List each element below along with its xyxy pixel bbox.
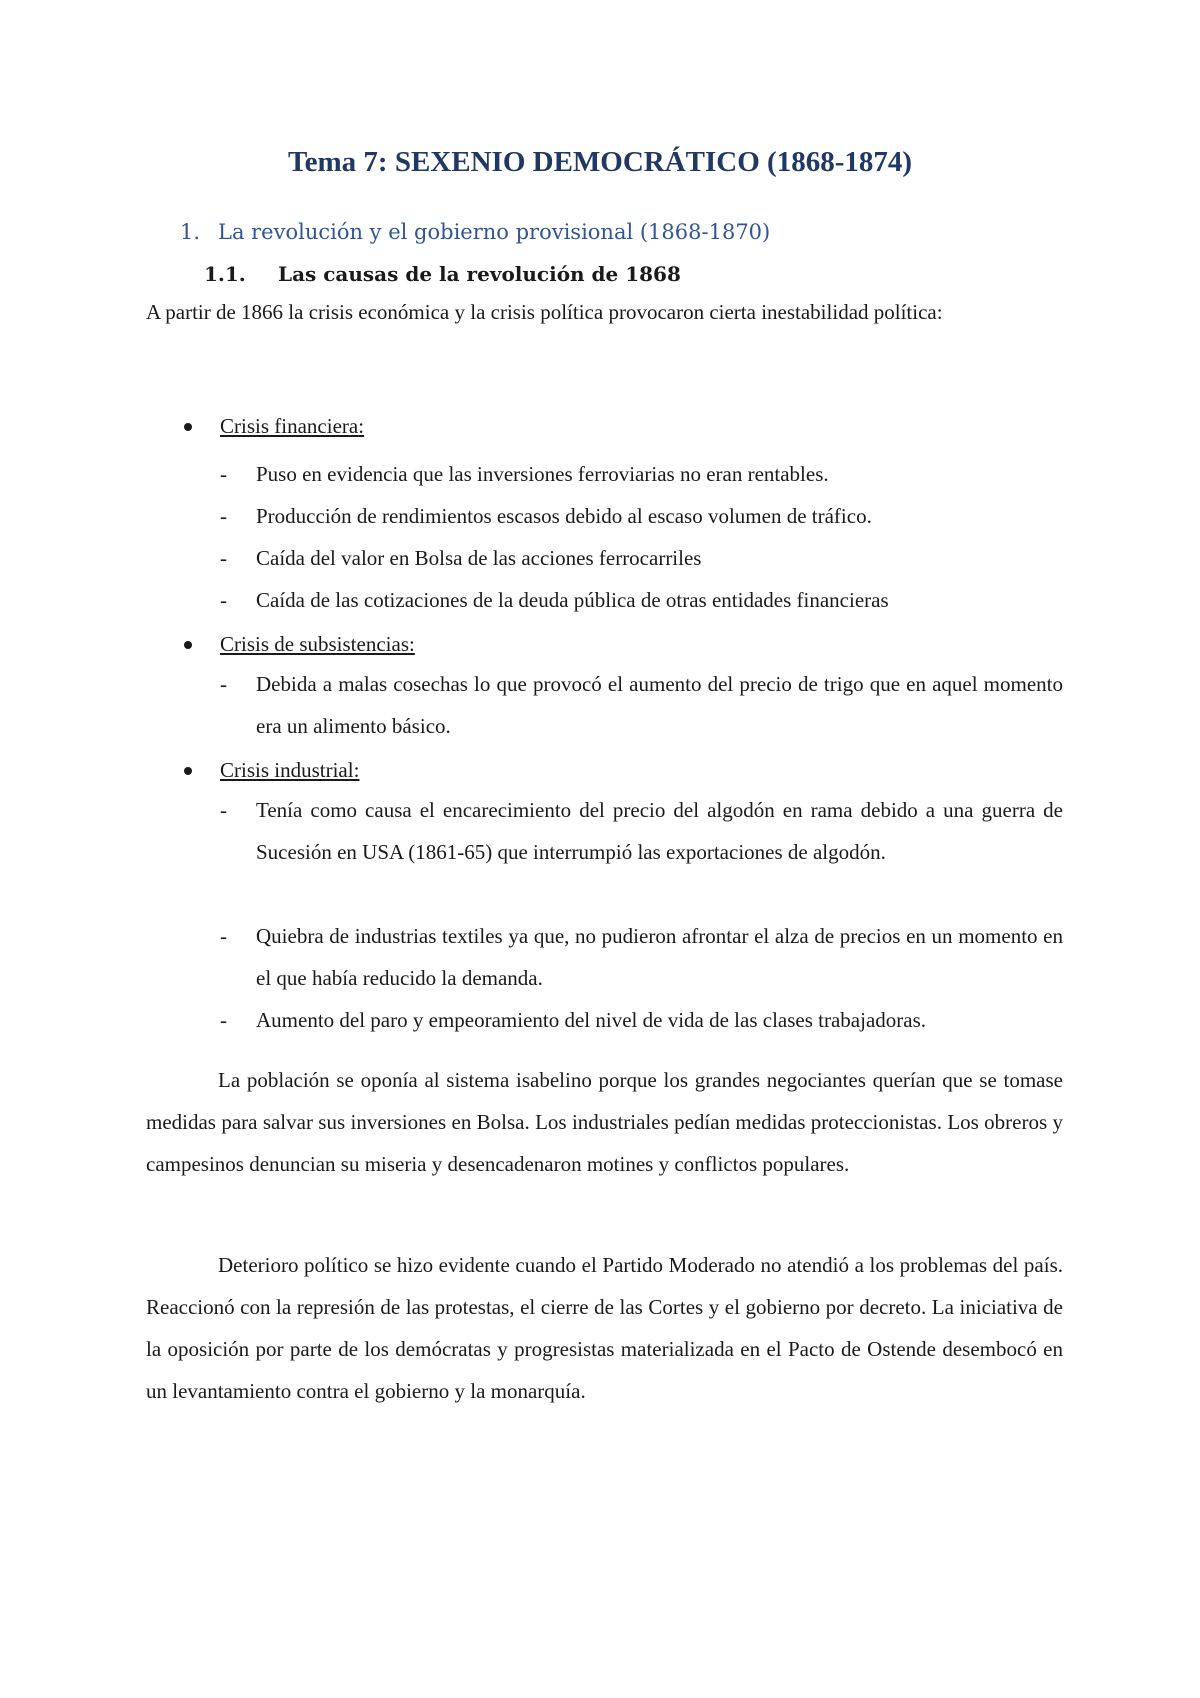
list-item	[220, 915, 1063, 999]
list-item-text: Producción de rendimientos escasos debido al escaso volumen de tráfico.	[256, 504, 872, 528]
bullet-label: Crisis industrial:	[220, 758, 360, 782]
bullet-label-text: Crisis financiera	[220, 414, 359, 438]
list-item	[220, 789, 1063, 873]
body-paragraph: La población se oponía al sistema isabelino porque los grandes negociantes querían que se tomase medidas para salvar sus inversiones en Bolsa. Los industriales pedían medidas proteccionistas. Los obreros y campesinos denuncian su miseria y desencadenaron motines y conflictos populares.	[146, 1068, 1063, 1176]
bullet-dot-icon	[184, 767, 192, 775]
body-paragraph: Deterioro político se hizo evidente cuando el Partido Moderado no atendió a los problemas del país. Reaccionó con la represión de las protestas, el cierre de las Cortes y el gobierno por decreto. La iniciativa de la oposición por parte de los demócratas y progresistas materializada en el Pacto de Ostende desembocó en un levantamiento contra el gobierno y la monarquía.	[146, 1253, 1063, 1403]
dash-marker: -	[220, 672, 227, 696]
dash-marker: -	[220, 588, 227, 612]
dash-marker: -	[220, 1008, 227, 1032]
intro-paragraph: A partir de 1866 la crisis económica y la crisis política provocaron cierta inestabilidad política:	[146, 300, 943, 324]
bullet-label	[220, 414, 364, 439]
list-item-text: Quiebra de industrias textiles ya que, no pudieron afrontar el alza de precios en un momento en el que había reducido la demanda.	[256, 924, 1063, 990]
list-item-text: Debida a malas cosechas lo que provocó el aumento del precio de trigo que en aquel momento era un alimento básico.	[256, 672, 1063, 738]
dash-marker: -	[220, 798, 227, 822]
section-heading-text: La revolución y el gobierno provisional (1868-1870)	[218, 220, 771, 244]
subsection-heading-text: Las causas de la revolución de 1868	[278, 262, 681, 286]
list-item	[220, 495, 1063, 537]
bullet-label: Crisis de subsistencias:	[220, 632, 415, 656]
bullet-dot-icon	[184, 423, 192, 431]
list-item-text: Tenía como causa el encarecimiento del precio del algodón en rama debido a una guerra de Sucesión en USA (1861-65) que interrumpió las exportaciones de algodón.	[256, 798, 1063, 864]
list-item	[220, 579, 1063, 621]
document-title: Tema 7: SEXENIO DEMOCRÁTICO (1868-1874)	[287, 146, 913, 178]
list-item-text: Aumento del paro y empeoramiento del nivel de vida de las clases trabajadoras.	[256, 1008, 927, 1032]
section-number: 1.	[180, 220, 201, 244]
list-item	[220, 537, 1063, 579]
list-item-text: Caída del valor en Bolsa de las acciones ferrocarriles	[256, 546, 702, 570]
dash-marker: -	[220, 546, 227, 570]
list-item-text: Puso en evidencia que las inversiones ferroviarias no eran rentables.	[256, 462, 829, 486]
list-item	[220, 453, 1063, 495]
subsection-number: 1.1.	[204, 262, 246, 286]
dash-marker: -	[220, 504, 227, 528]
subsection-heading-1-1	[204, 262, 681, 286]
bullet-dot-icon	[184, 641, 192, 649]
list-item	[220, 663, 1063, 747]
list-item-text: Caída de las cotizaciones de la deuda pública de otras entidades financieras	[256, 588, 889, 612]
list-item	[220, 999, 1063, 1041]
bullet-label-suffix: :	[358, 414, 365, 438]
dash-marker: -	[220, 924, 227, 948]
section-heading-1	[180, 220, 770, 244]
dash-marker: -	[220, 462, 227, 486]
